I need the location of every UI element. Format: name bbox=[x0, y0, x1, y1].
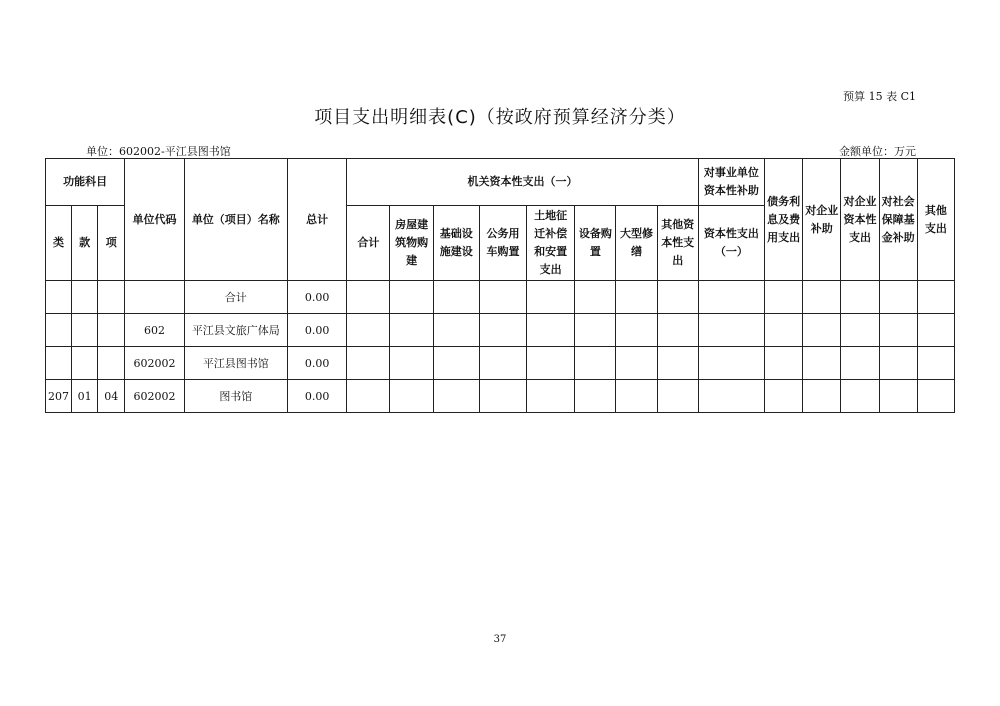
cell-xiang: 04 bbox=[98, 380, 125, 413]
cell-name: 图书馆 bbox=[184, 380, 287, 413]
cell-code: 602 bbox=[125, 314, 184, 347]
cell-total: 0.00 bbox=[288, 380, 347, 413]
cell-name: 平江县图书馆 bbox=[184, 347, 287, 380]
cell-kuan bbox=[72, 314, 98, 347]
cell-xiang bbox=[98, 314, 125, 347]
cell-code: 602002 bbox=[125, 347, 184, 380]
header-social-security: 对社会保障基金补助 bbox=[879, 159, 917, 281]
header-debt: 债务利息及费用支出 bbox=[765, 159, 803, 281]
cell-name: 平江县文旅广体局 bbox=[184, 314, 287, 347]
header-repair: 大型修缮 bbox=[616, 206, 657, 281]
money-unit-label: 金额单位：万元 bbox=[839, 145, 916, 158]
header-kuan: 款 bbox=[72, 206, 98, 281]
header-other-capital: 其他资本性支出 bbox=[657, 206, 698, 281]
header-subtotal: 合计 bbox=[347, 206, 390, 281]
cell-kuan bbox=[72, 347, 98, 380]
cell-name: 合计 bbox=[184, 281, 287, 314]
cell-total: 0.00 bbox=[288, 314, 347, 347]
cell-total: 0.00 bbox=[288, 347, 347, 380]
expenditure-table bbox=[45, 158, 955, 413]
header-equipment: 设备购置 bbox=[575, 206, 616, 281]
header-land: 土地征迁补偿和安置支出 bbox=[527, 206, 575, 281]
table-row bbox=[46, 380, 955, 413]
table-row bbox=[46, 314, 955, 347]
header-unit-code: 单位代码 bbox=[125, 159, 184, 281]
cell-kuan: 01 bbox=[72, 380, 98, 413]
header-agency-capital: 机关资本性支出（一） bbox=[347, 159, 698, 206]
page-number: 37 bbox=[493, 634, 507, 645]
header-lei: 类 bbox=[46, 206, 72, 281]
header-func: 功能科目 bbox=[46, 159, 125, 206]
cell-kuan bbox=[72, 281, 98, 314]
cell-lei bbox=[46, 314, 72, 347]
cell-lei bbox=[46, 347, 72, 380]
header-institution-capital: 资本性支出（一） bbox=[698, 206, 764, 281]
header-unit-name: 单位（项目）名称 bbox=[184, 159, 287, 281]
cell-lei: 207 bbox=[46, 380, 72, 413]
cell-lei bbox=[46, 281, 72, 314]
cell-xiang bbox=[98, 347, 125, 380]
table-row bbox=[46, 281, 955, 314]
cell-total: 0.00 bbox=[288, 281, 347, 314]
unit-label: 单位：602002-平江县图书馆 bbox=[86, 145, 231, 158]
table-row bbox=[46, 347, 955, 380]
cell-code: 602002 bbox=[125, 380, 184, 413]
cell-code bbox=[125, 281, 184, 314]
header-xiang: 项 bbox=[98, 206, 125, 281]
header-infrastructure: 基础设施建设 bbox=[433, 206, 479, 281]
header-enterprise-subsidy: 对企业补助 bbox=[803, 159, 841, 281]
header-vehicle: 公务用车购置 bbox=[479, 206, 526, 281]
table-code: 预算 15 表 C1 bbox=[843, 90, 916, 103]
cell-xiang bbox=[98, 281, 125, 314]
header-total: 总计 bbox=[288, 159, 347, 281]
header-institution-subsidy: 对事业单位资本性补助 bbox=[698, 159, 764, 206]
header-enterprise-capital: 对企业资本性支出 bbox=[841, 159, 879, 281]
header-other: 其他支出 bbox=[917, 159, 954, 281]
header-building: 房屋建筑物购建 bbox=[390, 206, 433, 281]
page-title: 项目支出明细表(C)（按政府预算经济分类） bbox=[314, 107, 686, 128]
